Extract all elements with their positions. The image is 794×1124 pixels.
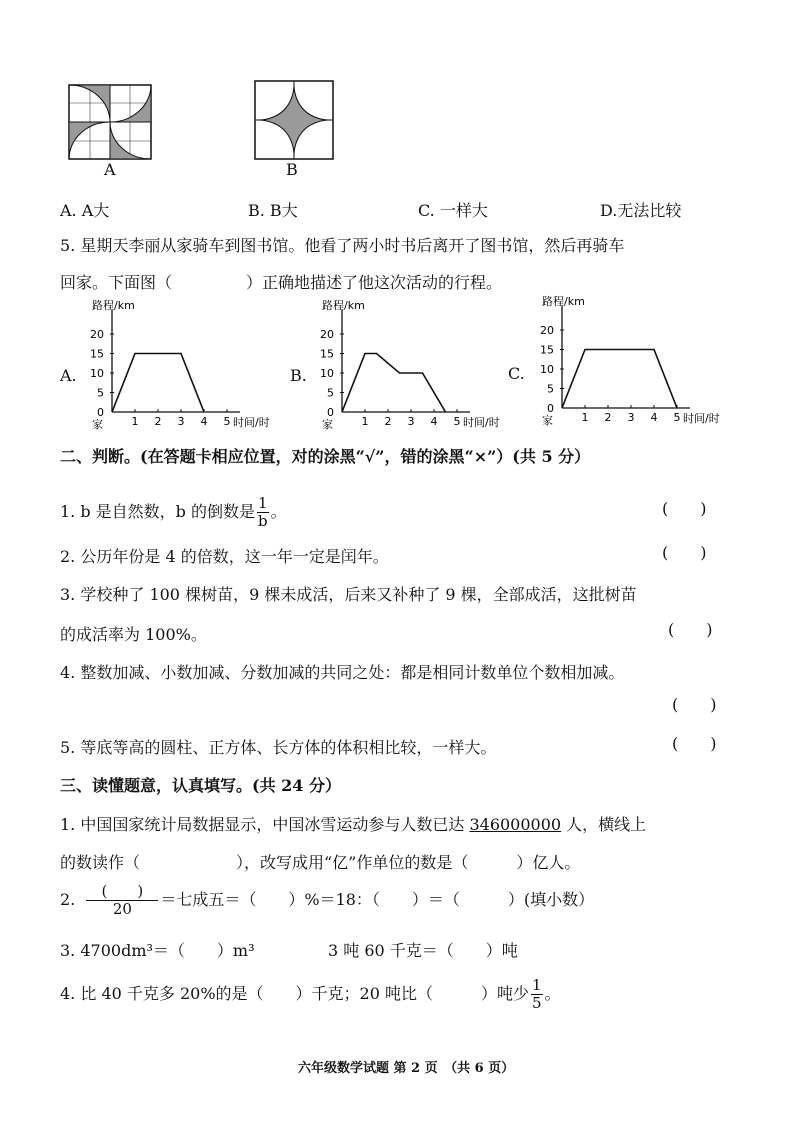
x-tick-label: 2 [384,415,392,428]
x-tick-label: 1 [361,415,369,428]
origin-label: 家 [542,414,553,427]
section2-title: 二、判断。(在答题卡相应位置，对的涂黑“√”，错的涂黑“×”）(共 5 分） [60,447,591,466]
y-tick-label: 15 [540,343,554,357]
graph-c [530,294,745,429]
y-tick-label: 10 [540,363,554,376]
x-tick-label: 3 [627,411,635,424]
y-tick-label: 0 [547,402,554,415]
figure-b-label: B [286,160,298,179]
y-tick-label: 15 [90,347,104,361]
x-tick-label: 4 [200,415,208,428]
y-tick-label: 5 [327,386,334,400]
s2-q4-answer-paren[interactable]: ( ) [672,695,717,714]
s3-q1-line1: 1. 中国国家统计局数据显示，中国冰雪运动参与人数已达 346000000 人，横线上 [60,815,647,834]
graph-b [310,298,520,433]
figure-b [254,80,334,160]
x-tick-label: 3 [407,415,415,428]
s2-q2: 2. 公历年份是 4 的倍数，这一年一定是闰年。 [60,547,389,566]
x-tick-label: 5 [223,415,231,428]
x-tick-label: 1 [131,415,139,428]
figure-a-label: A [104,160,116,179]
q5-line1: 5. 星期天李丽从家骑车到图书馆。他看了两小时书后离开了图书馆，然后再骑车 [60,236,625,255]
s3-q1-line2: 的数读作（ ），改写成用“亿”作单位的数是（ ）亿人。 [60,853,581,872]
graph-label-a: A. [60,366,77,385]
option-a: A. A大 [60,201,110,220]
y-tick-label: 20 [320,328,334,341]
x-tick-label: 2 [154,415,162,428]
s2-q5: 5. 等底等高的圆柱、正方体、长方体的体积相比较，一样大。 [60,738,497,757]
x-axis-label: 时间/时 [683,412,720,425]
x-tick-label: 5 [453,415,461,428]
q5-line2a: 回家。下面图（ [60,273,173,292]
q5-line2b: ）正确地描述了他这次活动的行程。 [246,273,503,292]
option-c: C. 一样大 [418,201,488,220]
s2-q1: 1. b 是自然数，b 的倒数是 $\frac{1}{b}$ 。 [60,494,287,530]
y-axis-label: 路程/km [542,295,585,308]
fraction-1-over-5: $\frac{1}{5}$ [531,976,542,1012]
section3-title: 三、读懂题意，认真填写。(共 24 分） [60,776,341,795]
s2-q1-answer-paren[interactable]: ( ) [662,499,707,518]
graph-label-c: C. [508,364,525,383]
x-tick-label: 4 [650,411,658,424]
y-tick-label: 10 [90,367,104,380]
y-tick-label: 0 [327,406,334,419]
fraction-1-over-b: $\frac{1}{b}$ [257,494,268,530]
s2-q3-line2: 的成活率为 100%。 [60,625,207,644]
graph-a [80,298,290,433]
origin-label: 家 [322,418,333,431]
origin-label: 家 [92,418,103,431]
x-tick-label: 2 [604,411,612,424]
series-line [342,354,446,413]
series-line [112,354,204,413]
x-tick-label: 3 [177,415,185,428]
s3-q3a: 3. 4700dm³＝（ ）m³ [60,941,255,960]
underlined-number: 346000000 [469,815,562,834]
x-tick-label: 1 [581,411,589,424]
fraction-blank-over-20: $\frac{( )}{20}$ [86,884,158,917]
x-axis-label: 时间/时 [233,416,270,429]
s2-q4: 4. 整数加减、小数加减、分数加减的共同之处：都是相同计数单位个数相加减。 [60,663,625,682]
x-tick-label: 5 [673,411,681,424]
y-tick-label: 15 [320,347,334,361]
option-d: D.无法比较 [600,201,682,220]
graph-label-b: B. [290,366,307,385]
y-tick-label: 20 [90,328,104,341]
s2-q2-answer-paren[interactable]: ( ) [662,543,707,562]
s3-q3b: 3 吨 60 千克＝（ ）吨 [328,941,518,960]
y-tick-label: 20 [540,324,554,337]
x-axis-label: 时间/时 [463,416,500,429]
option-b: B. B大 [248,201,298,220]
y-tick-label: 5 [97,386,104,400]
y-tick-label: 0 [97,406,104,419]
y-axis-label: 路程/km [322,299,365,312]
s2-q3-line1: 3. 学校种了 100 棵树苗，9 棵未成活，后来又补种了 9 棵，全部成活，这批树苗 [60,585,637,604]
y-axis-label: 路程/km [92,299,135,312]
s2-q5-answer-paren[interactable]: ( ) [672,734,717,753]
s3-q2: 2. $\frac{( )}{20}$ ＝七成五＝（ ）%＝18：（ ）＝（ ）(填小数） [60,882,595,918]
y-tick-label: 5 [547,382,554,396]
s3-q4: 4. 比 40 千克多 20%的是（ ）千克；20 吨比（ ）吨少 $\frac{1}{5}$ 。 [60,976,561,1012]
y-tick-label: 10 [320,367,334,380]
page-footer: 六年级数学试题 第 2 页 （共 6 页） [298,1061,515,1076]
s2-q3-answer-paren[interactable]: ( ) [668,620,713,639]
figure-a [68,84,152,160]
x-tick-label: 4 [430,415,438,428]
series-line [562,350,677,409]
